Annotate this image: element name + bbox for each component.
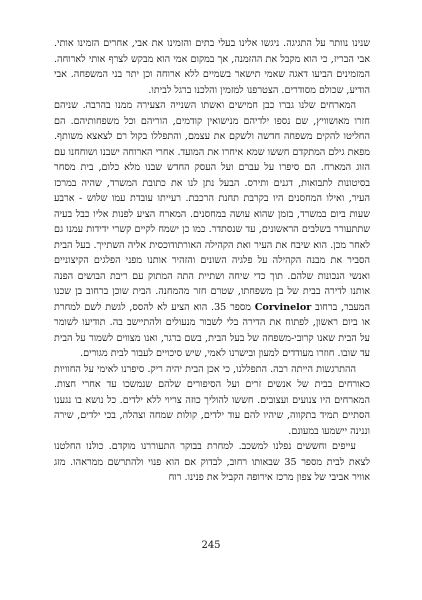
paragraph-1: שנינו נוותר על התגיגה. ניגשו אלינו בעלי בתים והזמינו את אבי, אחרים הזמינו אותי. אבי הבריז, כי הוא מקבל את ההזמנה, אך במקום אמי הוא מבקש לצרף אותי לארוחה. המזמינים הביעו דאגה שאמי תישאר בשמיים ללא ארוחה וכן יתר בני המשפחה. אבי הודיע, שכולם מסודרים. הצטרפנו למזמין והלכנו ברגל לביתו. bbox=[54, 38, 370, 96]
body-text bbox=[54, 36, 370, 486]
paragraph-2-text: המארחים שלנו גברו כבן חמישים ואשתו השנייה הצעירה ממנו בהרבה. שניהם חזרו מאושוויץ, שם נספו ילדיהם מנישואין קודמים, הוריהם וכל משפחותיהם. הם החליטו להקים משפחה חדשה ולשקם את עצמם, והתפללו בקול רם לצאצא משותף. מפאת גילם המתקדם חששו שמא איחרו את המועד. אחרי הארוחה ישבנו ושוחחנו עם הזוג המארח. הם סיפרו על עברם ועל העסק החדש שבנו מלא כלום, בית מסחר בסיטונות לתבואות, דגנים ותירס. הבעל נתן לנו את כתובת המשרד, שהיה במרכז העיר, ואילו המחסנים היו בקרבת תחנת הרכבת. רעייתו עובדת עמו שלוש - ארבע שעות ביום במשרד, בזמן שהוא עושה במחסנים. המארח הציע לפנות אליו כבל בעיה שתתעורר בשלבים הראשונים, עד שנסתדר. כמו כן ישמח לקיים קשרי ידידות עמנו גם לאחר מכן. הוא שיבח את העיר ואת הקהילה האורתודוכסית אליה השתייך. בעל הבית הסביר את מבנה הקהילה על פלגיה השונים והזהיר אותנו מפני הפלגים הקיצוניים ואנשי הנכונות שלהם. תוך כדי שיחה ושתיית התה המתוק עם ריבת הבושים הפנה אותנו לדירה בבית של בן משפחתו, שטרם חזר מהמחנה. הבית שוכן ברחוב בן שכנו המעבר, ברחוב Corvinelor מספר 35. הוא הציע לא להסס, לגשת לשם למחרת או ביום ראשון, לפתוח את הדירה בלי לשבור מנעולים ולהתיישב בה. תודיעו לשומר על הבית שאנו קרובי-משפחה של בעל הבית, בשם ברגר, ואנו מצווים לשמור על הבית עד שובו. חוזרו מעודדים למעון ובישרנו לאמי, שיש סיכויים לעבור לבית מגורים. bbox=[54, 100, 371, 359]
page-number: 245 bbox=[201, 540, 221, 551]
street-name: Corvinelor bbox=[254, 301, 312, 313]
paragraph-4: עייפים וחששים נפלנו למשכב. למחרת בבוקר התעוררנו מוקדם. כולנו החלטנו לצאת לבית מספר 35 שבאותו רחוב, לבדוק אם הוא פנוי ולהתרשם ממראהו. מזג אוויר אביבי של צפון מרכז אירופה הקביל את פנינו. רוח bbox=[54, 441, 370, 483]
paragraph-2 bbox=[54, 98, 370, 362]
paragraph-3: ההתרגשות הייתה רבה. התפללנו, כי אכן הבית יהיה ריק. סיפרנו לאימי על החוויות כאורחים בבית של אנשים זרים ועל הסיפורים שלהם שנמשכו עד אחרי חצות. המארחים היו צנועים ועצובים. חששו להוליך כוזה צריוי ללא ילדים. כל נושא בו נגענו הסתיים תמיד בתקווה, שיהיו להם עוד ילדים, קולות שמחה וצהלה, בכי ילדים, שירה וננינה יישמעו במעונם. bbox=[54, 363, 370, 437]
